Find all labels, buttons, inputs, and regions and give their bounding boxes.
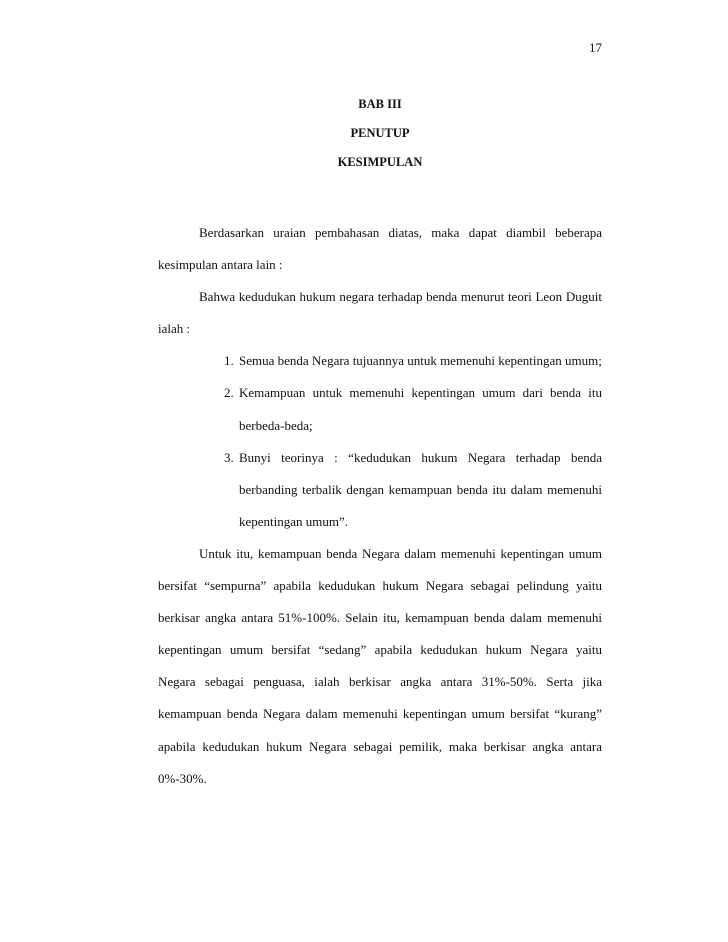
chapter-label: BAB III <box>358 97 402 111</box>
chapter-headings <box>158 96 602 183</box>
conclusion-list <box>158 345 602 538</box>
list-item-text: Kemampuan untuk memenuhi kepentingan umum dari benda itu berbeda-beda; <box>239 385 602 433</box>
list-item-text: Semua benda Negara tujuannya untuk memenuhi kepentingan umum; <box>239 353 602 369</box>
paragraph-theory: Bahwa kedudukan hukum negara terhadap benda menurut teori Leon Duguit ialah : <box>158 289 602 337</box>
list-item <box>224 442 602 538</box>
paragraph-conclusion: Untuk itu, kemampuan benda Negara dalam memenuhi kepentingan umum bersifat “sempurna” apabila kedudukan hukum Negara sebagai pelindung yaitu berkisar angka antara 51%-100%. Selain itu, kemampuan benda dalam memenuhi kepentingan umum bersifat “sedang” apabila kedudukan hukum Negara yaitu Negara sebagai penguasa, ialah berkisar angka antara 31%-50%. Serta jika kemampuan benda Negara dalam memenuhi kepentingan umum bersifat “kurang” apabila kedudukan hukum Negara sebagai pemilik, maka berkisar angka antara 0%-30%. <box>158 545 602 786</box>
chapter-title: PENUTUP <box>350 126 410 140</box>
page-number: 17 <box>589 40 602 55</box>
list-item <box>224 345 602 377</box>
list-item <box>224 377 602 441</box>
list-item-text: Bunyi teorinya : “kedudukan hukum Negara terhadap benda berbanding terbalik dengan kemampuan benda itu dalam memenuhi kepentingan umum”. <box>239 449 602 529</box>
section-title: KESIMPULAN <box>337 155 423 169</box>
list-item-number: 3. <box>224 449 234 465</box>
body-text <box>158 217 602 795</box>
list-item-number: 2. <box>224 385 234 401</box>
paragraph-intro: Berdasarkan uraian pembahasan diatas, maka dapat diambil beberapa kesimpulan antara lain : <box>158 225 602 273</box>
list-item-number: 1. <box>224 353 234 369</box>
